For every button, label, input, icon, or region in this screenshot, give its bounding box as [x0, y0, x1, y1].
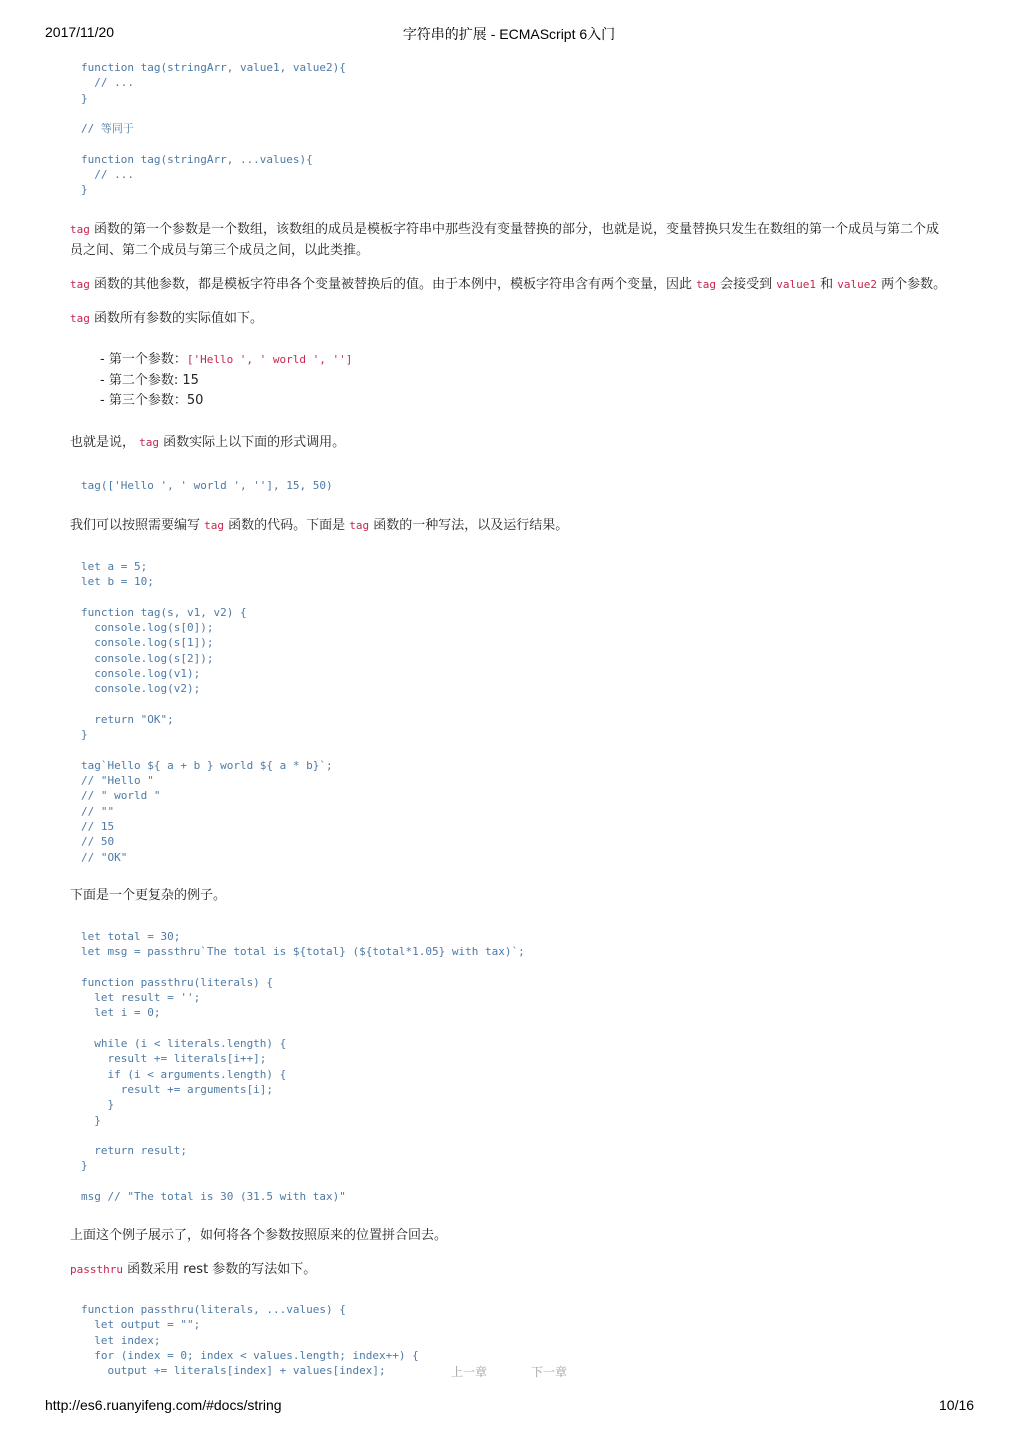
code-line: let index;	[81, 1333, 161, 1347]
code-line: }	[81, 728, 88, 742]
code-line: }	[81, 91, 88, 105]
code-line: function tag(stringArr, ...values){	[81, 152, 313, 166]
code-line: let b = 10;	[81, 575, 154, 589]
bullet-list	[100, 350, 352, 412]
code-line: let result = '';	[81, 991, 201, 1005]
inline-code: passthru	[70, 1263, 123, 1276]
list-item: - 第一个参数：['Hello ', ' world ', '']	[100, 352, 353, 367]
code-line: result += literals[i++];	[81, 1052, 267, 1066]
code-line	[81, 1021, 525, 1036]
code-block	[81, 60, 346, 198]
code-line: function tag(s, v1, v2) {	[81, 605, 247, 619]
code-block	[81, 929, 525, 1204]
code-line	[81, 1174, 525, 1189]
code-line: // ...	[81, 76, 134, 90]
code-line	[81, 1128, 525, 1143]
code-line: }	[81, 1098, 115, 1112]
page-number: 10/16	[939, 1397, 975, 1413]
paragraph: 上面这个例子展示了，如何将各个参数按照原来的位置拼合回去。	[70, 1228, 448, 1243]
code-line: msg // "The total is 30 (31.5 with tax)"	[81, 1190, 346, 1204]
code-line: // 50	[81, 835, 115, 849]
inline-code: tag	[696, 278, 717, 291]
code-line: console.log(s[0]);	[81, 621, 214, 635]
code-line: tag(['Hello ', ' world ', ''], 15, 50)	[81, 479, 333, 492]
code-block	[81, 559, 333, 865]
code-line	[81, 136, 346, 151]
code-line: console.log(v1);	[81, 667, 201, 681]
code-line: output += literals[index] + values[index];	[81, 1364, 386, 1378]
code-line: tag`Hello ${ a + b } world ${ a * b}`;	[81, 758, 333, 772]
code-line: return result;	[81, 1144, 187, 1158]
code-line: result += arguments[i];	[81, 1082, 274, 1096]
code-line: function passthru(literals) {	[81, 975, 274, 989]
code-line	[81, 590, 333, 605]
inline-code: tag	[349, 519, 370, 532]
inline-code: value1	[776, 278, 817, 291]
paragraph: 我们可以按照需要编写 tag 函数的代码。下面是 tag 函数的一种写法，以及运行结果。	[70, 518, 569, 533]
code-line: // ...	[81, 168, 134, 182]
code-line: while (i < literals.length) {	[81, 1037, 287, 1051]
code-line: }	[81, 1113, 101, 1127]
code-line: for (index = 0; index < values.length; index++) {	[81, 1348, 419, 1362]
code-block	[81, 1302, 419, 1378]
paragraph: 下面是一个更复杂的例子。	[70, 888, 227, 903]
code-line	[81, 697, 333, 712]
code-line: let msg = passthru`The total is ${total} (${total*1.05} with tax)`;	[81, 945, 525, 959]
code-line: let total = 30;	[81, 930, 181, 943]
code-line: }	[81, 1159, 88, 1173]
inline-code: ['Hello ', ' world ', '']	[186, 353, 353, 366]
code-line: // 15	[81, 820, 115, 834]
code-line: // 等同于	[81, 122, 134, 136]
code-line: function passthru(literals, ...values) {	[81, 1303, 346, 1316]
page-title: 字符串的扩展 - ECMAScript 6入门	[402, 26, 616, 42]
code-line: let a = 5;	[81, 560, 148, 573]
page-url: http://es6.ruanyifeng.com/#docs/string	[45, 1397, 282, 1413]
code-line: let output = "";	[81, 1318, 201, 1332]
code-line: // "OK"	[81, 850, 128, 864]
code-line: // ""	[81, 804, 115, 818]
paragraph: passthru 函数采用 rest 参数的写法如下。	[70, 1262, 317, 1277]
inline-code: tag	[70, 312, 90, 325]
code-line: console.log(s[1]);	[81, 636, 214, 650]
inline-code: value2	[837, 278, 878, 291]
inline-code: tag	[139, 436, 160, 449]
code-line: console.log(s[2]);	[81, 651, 214, 665]
code-line: let i = 0;	[81, 1006, 161, 1020]
code-line: if (i < arguments.length) {	[81, 1067, 287, 1081]
paragraph: 也就是说， tag 函数实际上以下面的形式调用。	[70, 435, 346, 450]
code-line: function tag(stringArr, value1, value2){	[81, 61, 346, 74]
paragraph: tag 函数的第一个参数是一个数组，该数组的成员是模板字符串中那些没有变量替换的部分，也就是说，变量替换只发生在数组的第一个成员与第二个成 员之间、第二个成员与第三个成员之间，以此类推。	[70, 222, 940, 258]
code-line: }	[81, 183, 88, 197]
prev-chapter-link[interactable]: 上一章	[451, 1365, 488, 1379]
code-line	[81, 106, 346, 121]
inline-code: tag	[70, 278, 90, 291]
code-line: // "Hello "	[81, 774, 154, 788]
paragraph: tag 函数所有参数的实际值如下。	[70, 311, 264, 326]
inline-code: tag	[70, 223, 90, 236]
paragraph: tag 函数的其他参数，都是模板字符串各个变量被替换后的值。由于本例中，模板字符串含有两个变量，因此 tag 会接受到 value1 和 value2 两个参数。	[70, 277, 947, 292]
code-line: return "OK";	[81, 712, 174, 726]
print-date: 2017/11/20	[45, 24, 115, 40]
code-line: console.log(v2);	[81, 682, 201, 696]
code-line	[81, 743, 333, 758]
code-line: // " world "	[81, 789, 161, 803]
inline-code: tag	[204, 519, 225, 532]
code-block	[81, 478, 333, 493]
code-line	[81, 960, 525, 975]
list-item: - 第三个参数：50	[100, 393, 204, 408]
list-item: - 第二个参数: 15	[100, 372, 199, 388]
next-chapter-link[interactable]: 下一章	[531, 1365, 568, 1379]
